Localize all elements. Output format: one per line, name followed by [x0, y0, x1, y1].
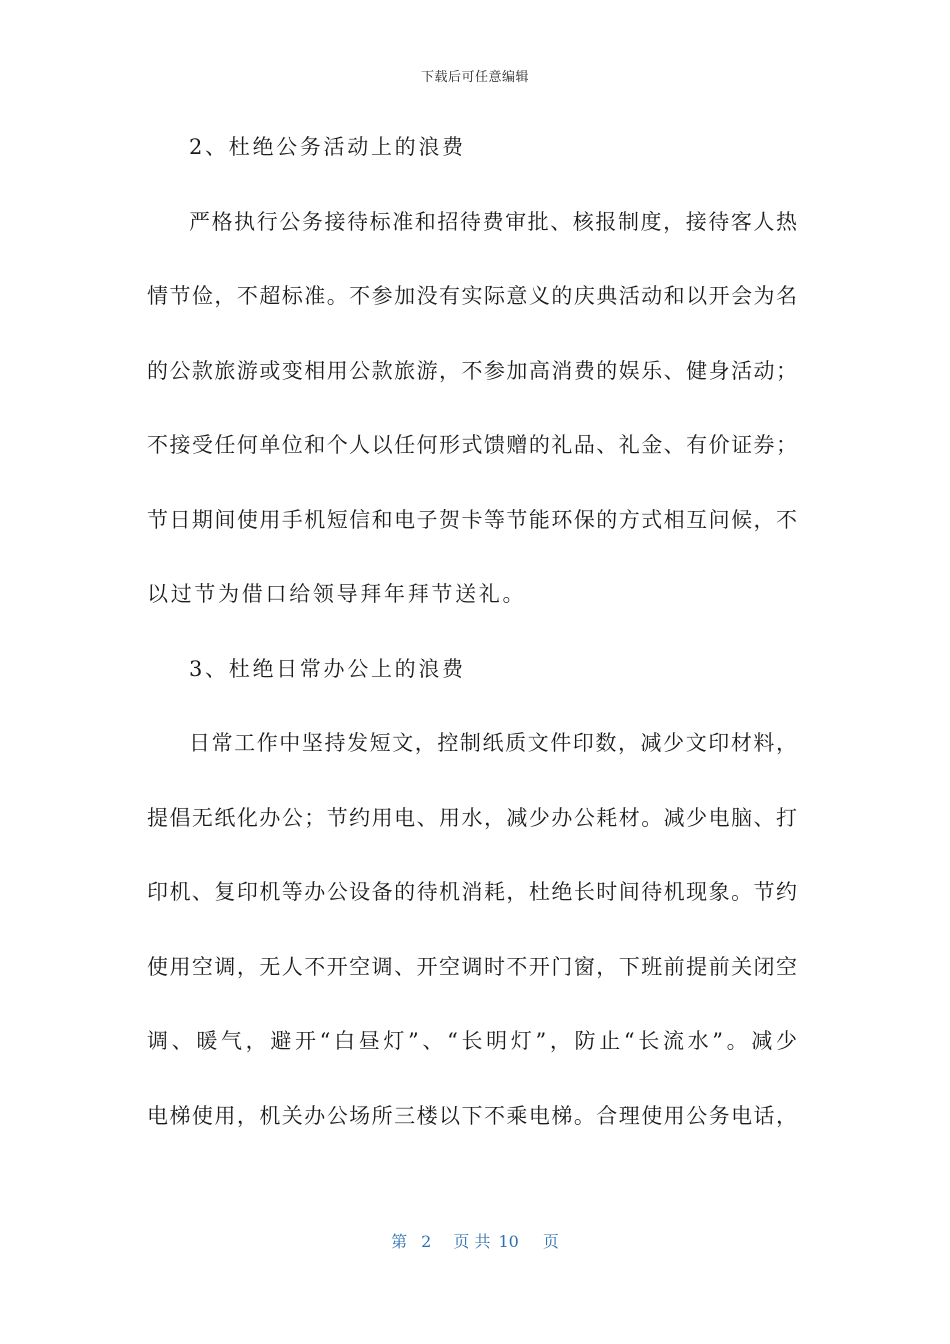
section-heading-2: 2、杜绝公务活动上的浪费 [189, 135, 466, 159]
paragraph-line: 提倡无纸化办公；节约用电、用水，减少办公耗材。减少电脑、打 [147, 805, 797, 830]
paragraph-line: 的公款旅游或变相用公款旅游，不参加高消费的娱乐、健身活动； [147, 358, 797, 383]
paragraph-line: 印机、复印机等办公设备的待机消耗，杜绝长时间待机现象。节约 [147, 880, 797, 904]
section-heading-3: 3、杜绝日常办公上的浪费 [189, 656, 466, 681]
footer-middle: 页 共 [453, 1232, 491, 1251]
footer-suffix: 页 [542, 1232, 559, 1251]
document-body [147, 124, 797, 1167]
paragraph-line: 日常工作中坚持发短文，控制纸质文件印数，减少文印材料， [189, 731, 797, 755]
paragraph-line: 严格执行公务接待标准和招待费审批、核报制度，接待客人热 [189, 209, 797, 234]
page-header-note: 下载后可任意编辑 [420, 70, 529, 85]
paragraph-line: 电梯使用，机关办公场所三楼以下不乘电梯。合理使用公务电话， [147, 1103, 797, 1128]
footer-prefix: 第 [391, 1232, 408, 1251]
paragraph-line: 调、暖气，避开“白昼灯”、“长明灯”，防止“长流水”。减少 [147, 1029, 797, 1053]
paragraph-line: 节日期间使用手机短信和电子贺卡等节能环保的方式相互问候，不 [147, 507, 797, 532]
paragraph-line: 以过节为借口给领导拜年拜节送礼。 [147, 582, 527, 606]
paragraph-line: 不接受任何单位和个人以任何形式馈赠的礼品、礼金、有价证券； [147, 433, 797, 457]
paragraph-line: 使用空调，无人不开空调、开空调时不开门窗，下班前提前关闭空 [147, 954, 797, 979]
page-footer [0, 1229, 950, 1252]
footer-current-page: 2 [421, 1232, 432, 1251]
paragraph-line: 情节俭，不超标准。不参加没有实际意义的庆典活动和以开会为名 [147, 284, 797, 308]
footer-total-pages: 10 [498, 1232, 519, 1251]
